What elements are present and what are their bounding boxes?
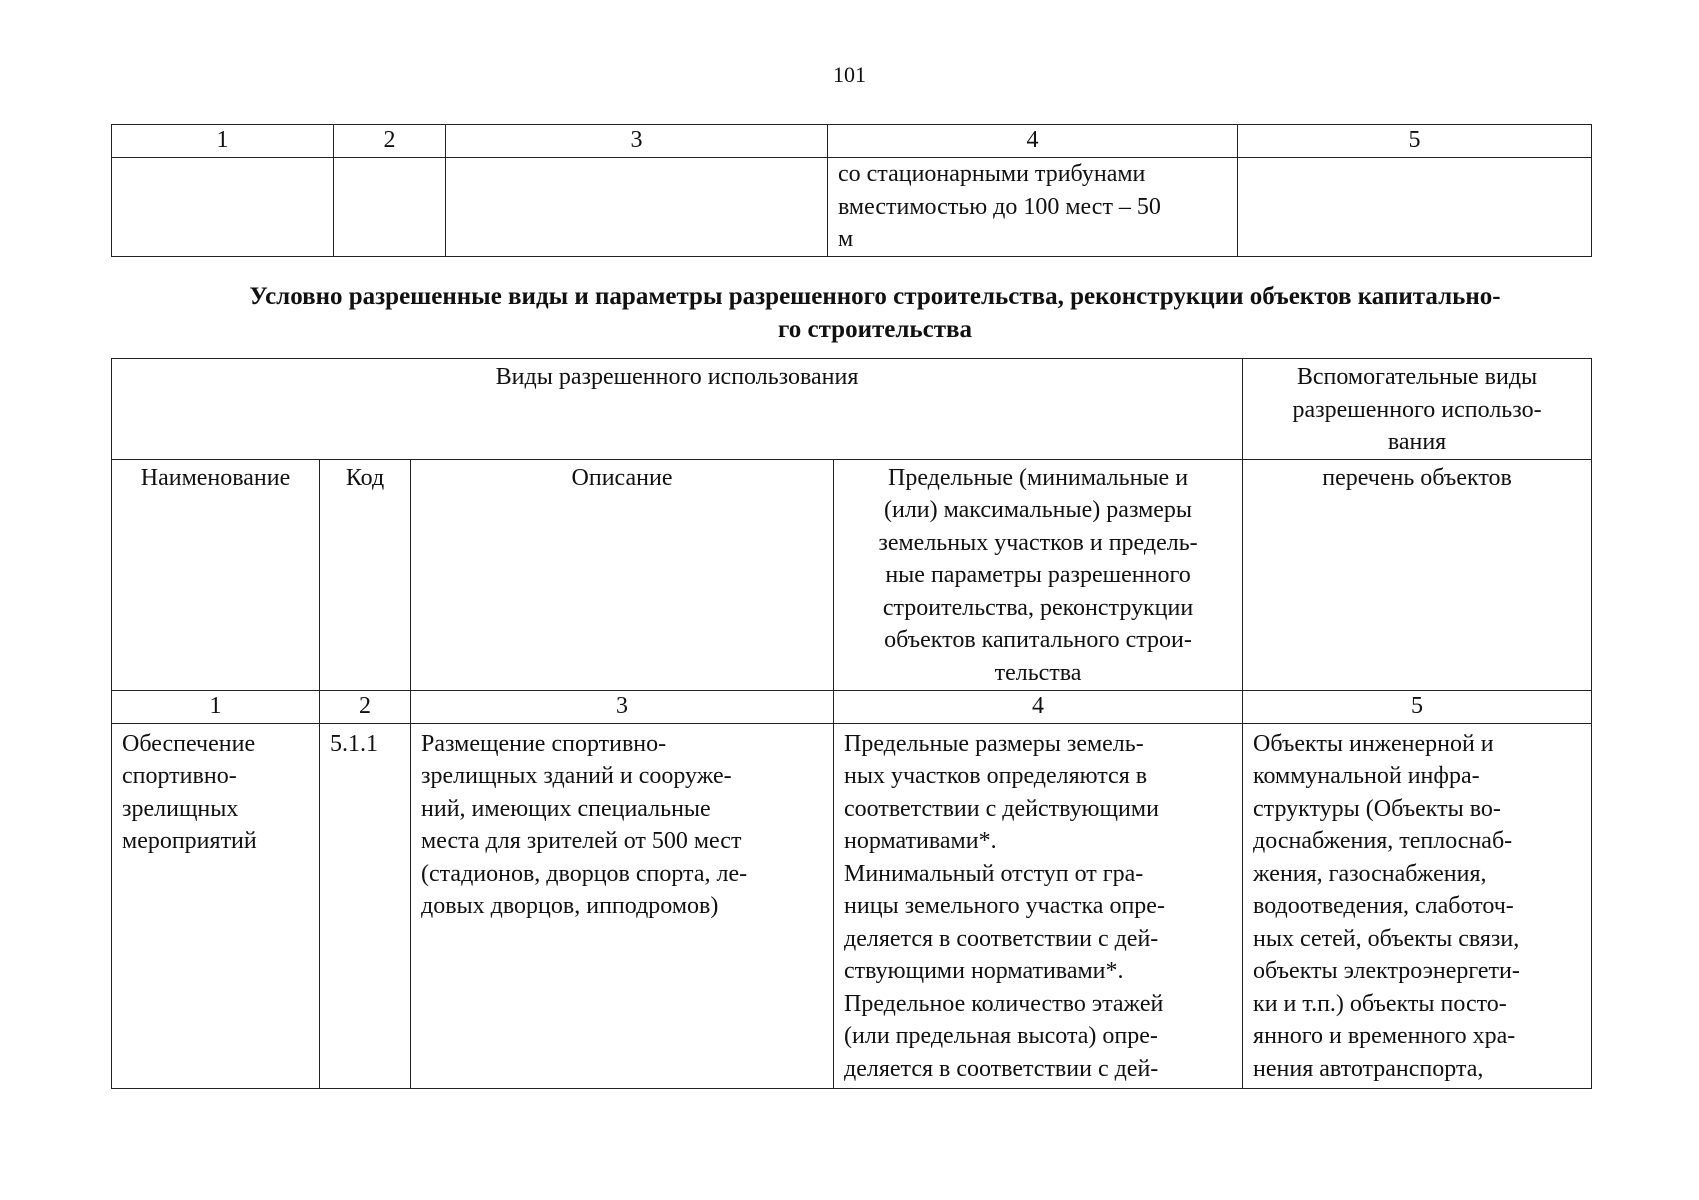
group-header-main: Виды разрешенного использования — [112, 359, 1243, 460]
continuation-cell-5 — [1238, 158, 1592, 257]
continuation-cell-2 — [334, 158, 446, 257]
cell-objects: Объекты инженерной и коммунальной инфра- структуры (Объекты во- доснабжения, теплоснаб- жения, газоснабжения, водоотведения, слаботоч- ных сетей, объекты связи, объекты электроэнергети- ки и т.п.) объекты посто- янного и временного хра- нения автотранспорта, — [1243, 723, 1592, 1088]
column-name-header: Наименование — [112, 459, 320, 690]
column-number-2: 2 — [334, 125, 446, 158]
column-objects-header: перечень объектов — [1243, 459, 1592, 690]
continuation-data-row — [112, 158, 1592, 257]
column-number-4: 4 — [834, 690, 1243, 723]
conditional-use-table — [111, 358, 1592, 1089]
cell-limits: Предельные размеры земель- ных участков определяются в соответствии с действующими нормативами*. Минимальный отступ от гра- ницы земельного участка опре- деляется в соответствии с дей- ствующими нормативами*. Предельное количество этажей (или предельная высота) опре- деляется в соответствии с дей- — [834, 723, 1243, 1088]
column-numbers-row — [112, 690, 1592, 723]
column-code-header: Код — [320, 459, 411, 690]
continuation-table — [111, 124, 1592, 257]
column-number-5: 5 — [1243, 690, 1592, 723]
column-number-3: 3 — [411, 690, 834, 723]
continuation-cell-1 — [112, 158, 334, 257]
continuation-cell-3 — [446, 158, 828, 257]
table-row — [112, 723, 1592, 1088]
column-number-4: 4 — [828, 125, 1238, 158]
cell-description: Размещение спортивно- зрелищных зданий и сооруже- ний, имеющих специальные места для зрителей от 500 мест (стадионов, дворцов спорта, ле- довых дворцов, ипподромов) — [411, 723, 834, 1088]
column-description-header: Описание — [411, 459, 834, 690]
cell-code: 5.1.1 — [320, 723, 411, 1088]
column-limits-header: Предельные (минимальные и (или) максимальные) размеры земельных участков и предель- ные параметры разрешенного строительства, реконструкции объектов капитального строи- тельства — [834, 459, 1243, 690]
continuation-header-row — [112, 125, 1592, 158]
column-number-3: 3 — [446, 125, 828, 158]
group-header-auxiliary: Вспомогательные виды разрешенного использо- вания — [1243, 359, 1592, 460]
continuation-cell-4: со стационарными трибунами вместимостью до 100 мест – 50 м — [828, 158, 1238, 257]
section-title: Условно разрешенные виды и параметры разрешенного строительства, реконструкции объектов капитально- го строительства — [249, 283, 1501, 343]
column-number-1: 1 — [112, 125, 334, 158]
group-header-row — [112, 359, 1592, 460]
cell-name: Обеспечение спортивно- зрелищных мероприятий — [112, 723, 320, 1088]
page-number: 101 — [833, 62, 866, 87]
column-number-2: 2 — [320, 690, 411, 723]
column-number-5: 5 — [1238, 125, 1592, 158]
column-names-row — [112, 459, 1592, 690]
column-number-1: 1 — [112, 690, 320, 723]
